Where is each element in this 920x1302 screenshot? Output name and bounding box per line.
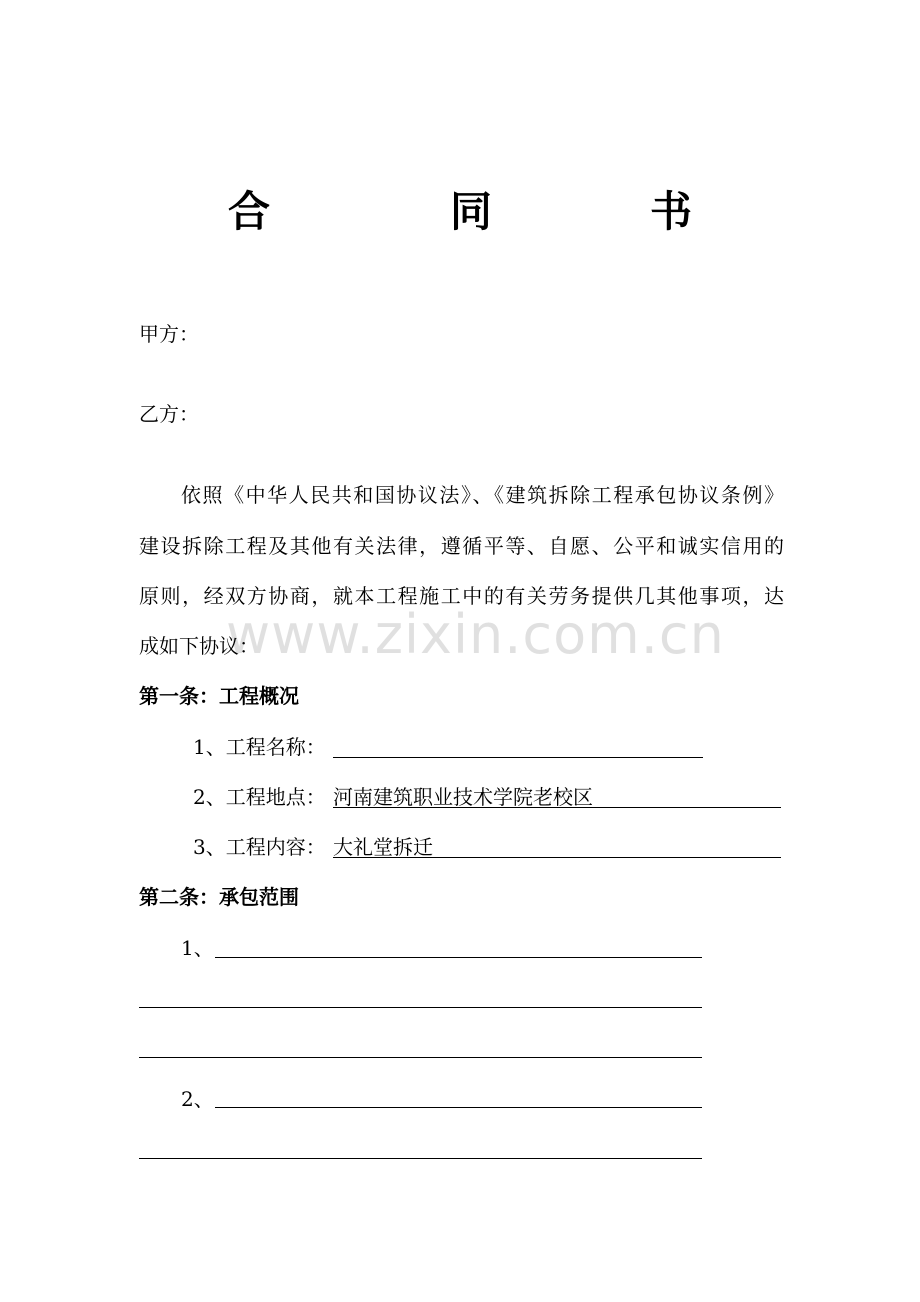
party-b-label: 乙方： <box>139 402 199 426</box>
scope-item-1-underline <box>215 957 702 958</box>
project-name-label: 1、工程名称： <box>193 735 326 759</box>
title-char-2: 同 <box>450 187 493 236</box>
scope-item-1-underline-2 <box>139 1007 702 1008</box>
scope-item-2-underline <box>215 1107 702 1108</box>
project-content-label: 3、工程内容： <box>193 835 326 859</box>
intro-line-4: 成如下协议： <box>139 634 259 658</box>
section-2-heading: 第二条：承包范围 <box>139 885 299 909</box>
intro-line-2: 建设拆除工程及其他有关法律，遵循平等、自愿、公平和诚实信用的 <box>139 534 784 558</box>
section-1-heading: 第一条：工程概况 <box>139 684 299 708</box>
title-char-1: 合 <box>228 187 271 236</box>
party-a-label: 甲方： <box>139 322 199 346</box>
project-location-value: 河南建筑职业技术学院老校区 <box>333 785 593 809</box>
project-location-label: 2、工程地点： <box>193 785 326 809</box>
project-content-underline <box>333 857 781 858</box>
project-name-underline <box>333 757 703 758</box>
scope-item-2-label: 2、 <box>181 1087 214 1111</box>
scope-item-1-label: 1、 <box>181 936 214 960</box>
intro-line-1: 依照《中华人民共和国协议法》、《建筑拆除工程承包协议条例》 <box>181 483 784 507</box>
watermark: www.zixin.com.cn <box>226 603 725 666</box>
title-char-3: 书 <box>650 187 693 236</box>
intro-line-3: 原则，经双方协商，就本工程施工中的有关劳务提供几其他事项，达 <box>139 584 784 608</box>
project-content-value: 大礼堂拆迁 <box>333 835 433 859</box>
scope-item-1-underline-3 <box>139 1057 702 1058</box>
document-title <box>0 184 920 240</box>
project-location-underline <box>333 807 781 808</box>
scope-item-2-underline-2 <box>139 1158 702 1159</box>
